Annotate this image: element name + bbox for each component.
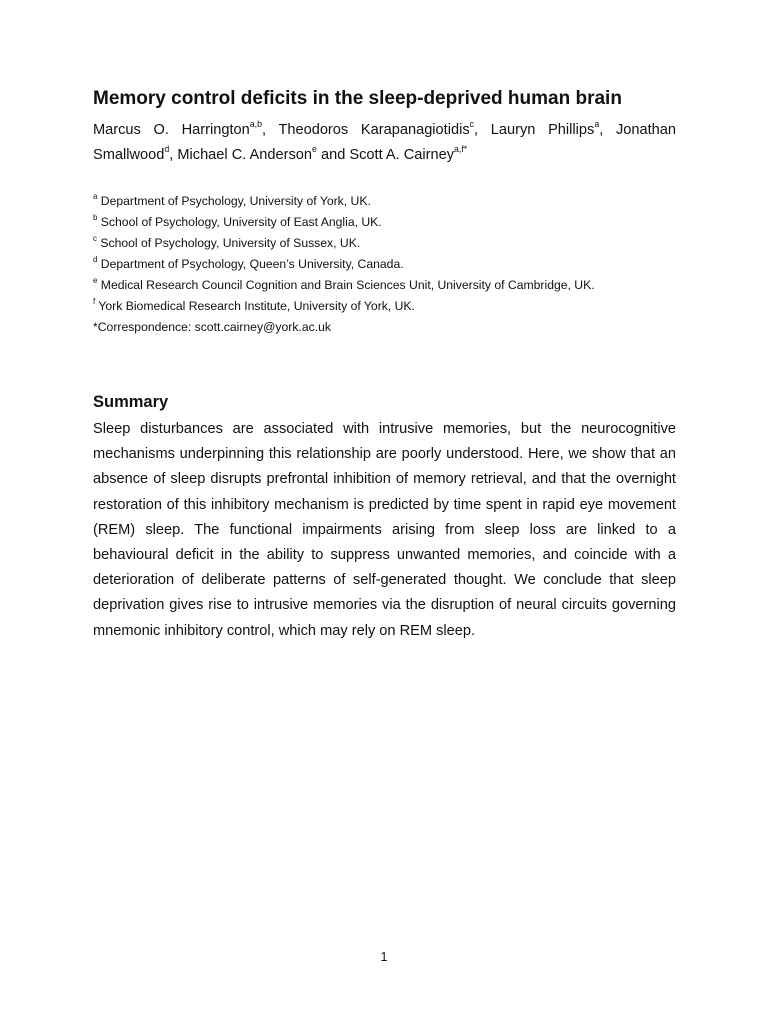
- affiliation-mark: b: [93, 212, 98, 222]
- affiliation-item: [93, 191, 693, 212]
- author-separator: ,: [169, 147, 178, 163]
- author-separator: ,: [599, 122, 616, 138]
- author-affiliation-mark: a,b: [249, 118, 262, 129]
- author-affiliation-mark: a,f*: [454, 143, 468, 154]
- affiliation-mark: c: [93, 233, 97, 243]
- affiliation-list: [93, 191, 693, 338]
- author-affiliation-mark: c: [469, 118, 474, 129]
- page-number: 1: [380, 950, 388, 964]
- author-name: Marcus O. Harrington: [93, 122, 250, 138]
- author-separator: ,: [261, 122, 279, 138]
- affiliation-mark: d: [93, 254, 98, 264]
- affiliation-item: [93, 296, 693, 317]
- author-affiliation-mark: e: [312, 143, 317, 154]
- author-affiliation-mark: d: [164, 143, 170, 154]
- author-affiliation-mark: a: [594, 118, 600, 129]
- paper-title: Memory control deficits in the sleep-deprived human brain: [93, 88, 622, 109]
- correspondence: *Correspondence: scott.cairney@york.ac.uk: [93, 320, 331, 334]
- summary-paragraph: Sleep disturbances are associated with intrusive memories, but the neurocognitive mechanisms underpinning this relationship are poorly understood. Here, we show that an absence of sleep disrupts prefrontal inhibition of memory retrieval, and that the overnight restoration of this inhibitory mechanism is predicted by time spent in rapid eye movement (REM) sleep. The functional impairments arising from sleep loss are linked to a behavioural deficit in the ability to suppress unwanted memories, and coincide with a deterioration of deliberate patterns of self-generated thought. We conclude that sleep deprivation gives rise to intrusive memories via the disruption of neural circuits governing mnemonic inhibitory control, which may rely on REM sleep.: [93, 421, 676, 639]
- author-name: Theodoros Karapanagiotidis: [278, 122, 470, 138]
- affiliation-text: School of Psychology, University of East Anglia, UK.: [100, 215, 382, 229]
- affiliation-item: [93, 275, 693, 296]
- author-name: Jonathan Smallwood: [93, 122, 676, 163]
- affiliation-item: [93, 254, 693, 275]
- affiliation-item: [93, 233, 693, 254]
- summary-heading: Summary: [93, 393, 169, 411]
- author-name: Lauryn Phillips: [490, 122, 595, 138]
- affiliation-mark: e: [93, 275, 98, 285]
- affiliation-text: York Biomedical Research Institute, University of York, UK.: [98, 299, 415, 313]
- affiliation-text: Department of Psychology, University of York, UK.: [100, 194, 371, 208]
- affiliation-text: Department of Psychology, Queen’s University, Canada.: [100, 257, 404, 271]
- author: [278, 118, 491, 138]
- affiliation-mark: a: [93, 191, 98, 201]
- affiliation-text: Medical Research Council Cognition and Brain Sciences Unit, University of Cambridge, UK.: [100, 278, 595, 292]
- author-name: Michael C. Anderson: [177, 147, 313, 163]
- affiliation-item: [93, 212, 693, 233]
- author-list: [93, 118, 676, 168]
- affiliation-mark: f: [93, 296, 96, 306]
- author: [177, 143, 350, 163]
- author: [93, 118, 279, 138]
- affiliation-text: School of Psychology, University of Sussex, UK.: [100, 236, 361, 250]
- author-separator: and: [316, 147, 350, 163]
- author-name: Scott A. Cairney: [349, 147, 455, 163]
- author: [349, 143, 468, 163]
- author-separator: ,: [474, 122, 491, 138]
- author: [490, 118, 616, 138]
